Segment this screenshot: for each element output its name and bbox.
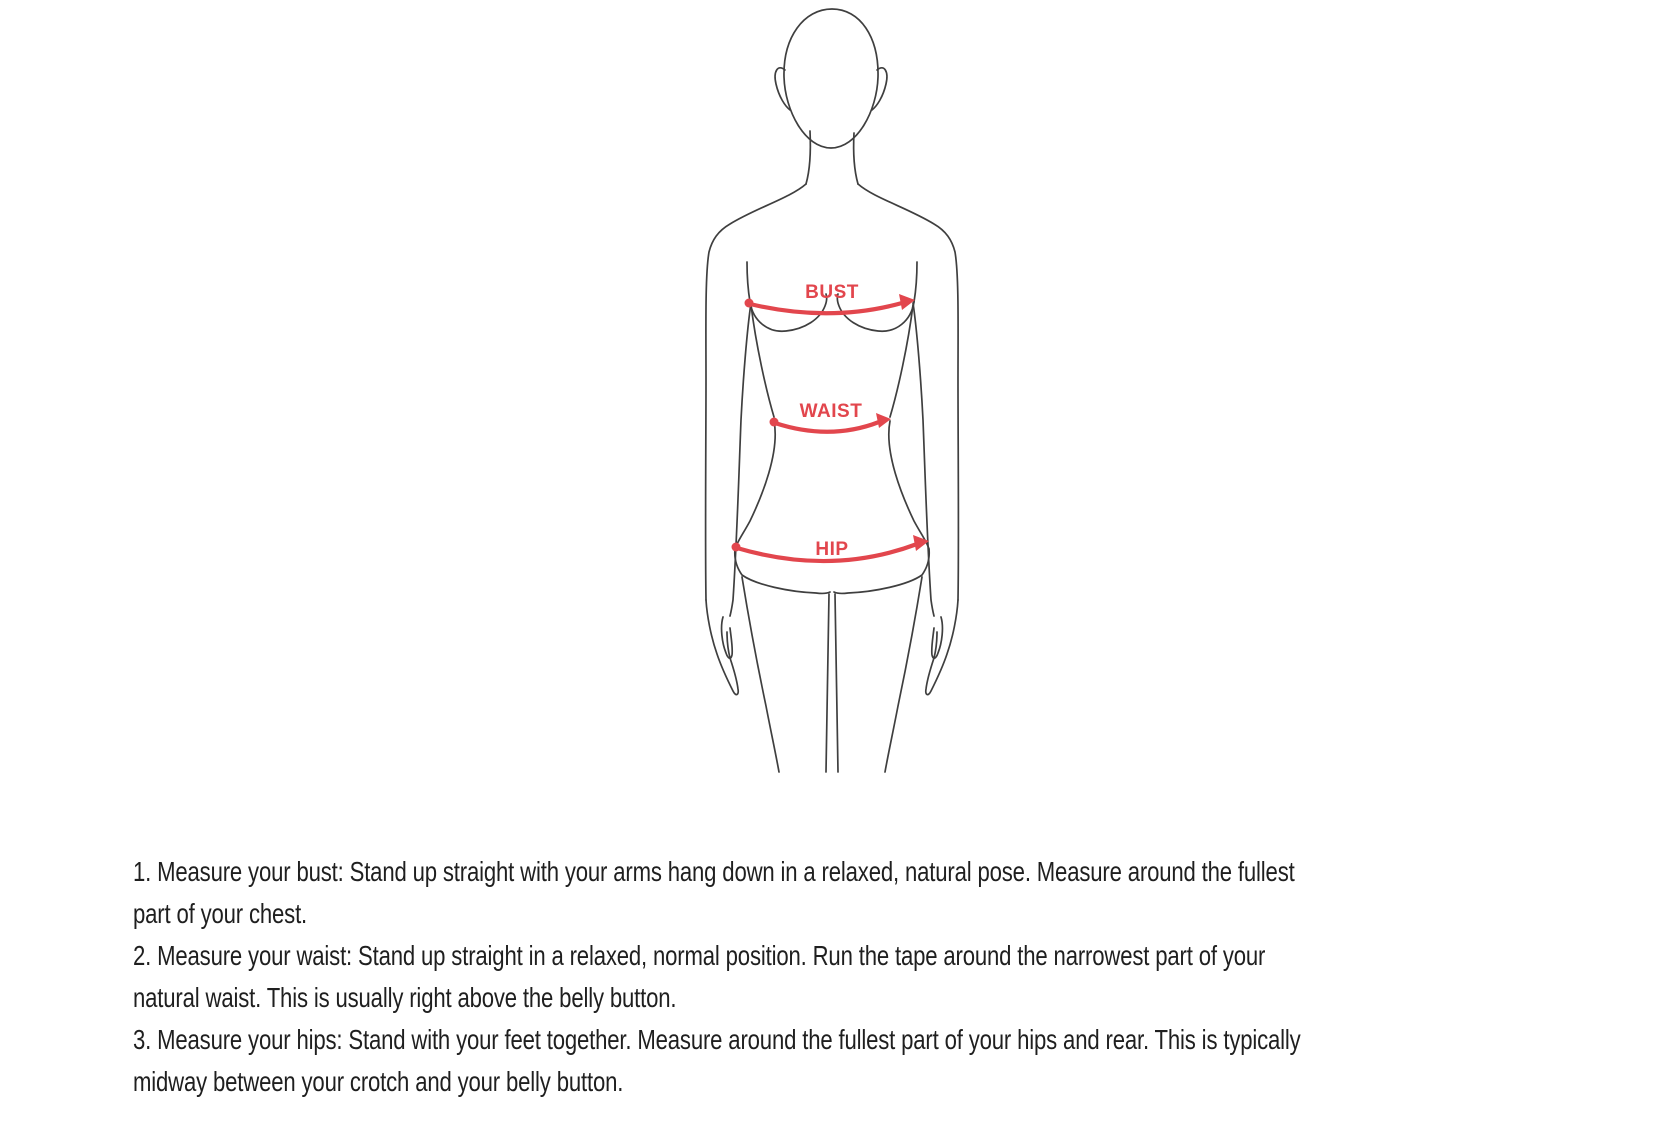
measurement-instructions	[133, 851, 1301, 1103]
body-measurement-diagram	[690, 0, 970, 780]
instruction-bust-line-2: part of your chest.	[133, 898, 308, 929]
instruction-bust-line-1: 1. Measure your bust: Stand up straight with your arms hang down in a relaxed, natural pose. Measure around the fullest	[133, 856, 1295, 887]
bust-label: BUST	[805, 282, 859, 303]
instruction-waist-line-1: 2. Measure your waist: Stand up straight in a relaxed, normal position. Run the tape around the narrowest part of your	[133, 940, 1266, 971]
instruction-hips-line-1: 3. Measure your hips: Stand with your feet together. Measure around the fullest part of your hips and rear. This is typically	[133, 1024, 1301, 1055]
female-body-outline-illustration	[690, 0, 970, 780]
body-outline	[706, 9, 959, 772]
hip-label: HIP	[815, 539, 849, 560]
instruction-waist-line-2: natural waist. This is usually right above the belly button.	[133, 982, 677, 1013]
waist-label: WAIST	[799, 401, 863, 422]
instruction-hips-line-2: midway between your crotch and your belly button.	[133, 1066, 624, 1097]
